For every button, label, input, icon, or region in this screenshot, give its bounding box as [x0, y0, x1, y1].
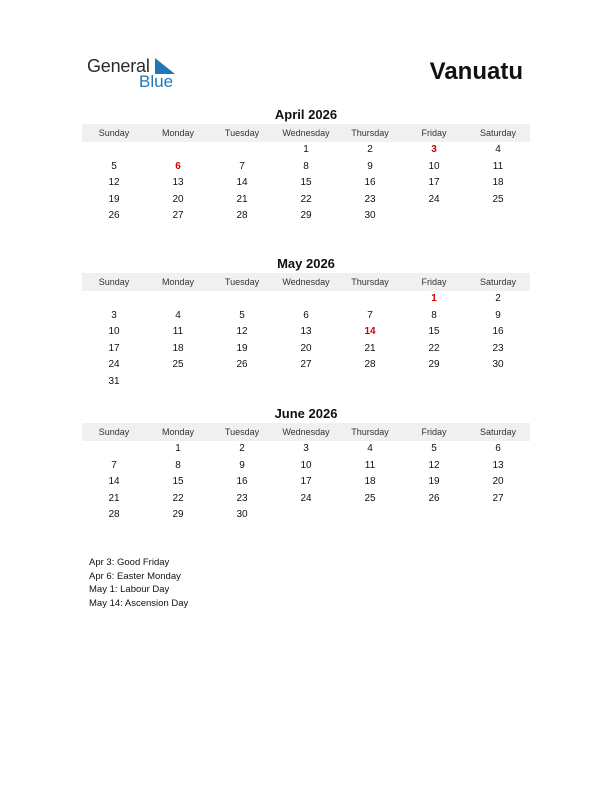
empty-date-cell: [402, 507, 466, 524]
weekday-header: Wednesday: [282, 427, 330, 437]
weekday-header: Monday: [161, 427, 195, 437]
date-cell: 20: [172, 193, 184, 205]
generalblue-logo: [87, 56, 187, 92]
date-cell: 21: [108, 492, 120, 504]
date-cell: 15: [428, 326, 440, 338]
date-cell: 8: [175, 459, 181, 471]
date-cell: 1: [175, 443, 181, 454]
date-cell: 15: [300, 177, 312, 189]
date-cell: 12: [428, 459, 440, 471]
empty-date-cell: [82, 142, 146, 159]
empty-date-cell: [210, 374, 274, 391]
month-june: [82, 405, 530, 524]
date-cell: 19: [108, 193, 120, 205]
date-cell: 25: [364, 492, 376, 504]
date-cell: 27: [172, 210, 184, 222]
empty-date-cell: [466, 374, 530, 391]
date-cell: 14: [236, 177, 248, 189]
holiday-entry: Apr 3: Good Friday: [89, 557, 170, 568]
date-cell: 21: [236, 193, 248, 205]
date-cell: 7: [239, 160, 245, 172]
month-may: [82, 255, 530, 391]
empty-date-cell: [210, 291, 274, 308]
holiday-entry: May 1: Labour Day: [89, 584, 170, 596]
date-cell: 4: [367, 443, 373, 454]
date-cell: 7: [367, 309, 373, 321]
date-cell: 26: [108, 210, 120, 222]
date-cell: 28: [108, 509, 120, 521]
date-cell: 2: [239, 443, 245, 454]
date-cell: 30: [492, 359, 504, 371]
date-cell: 24: [108, 359, 120, 371]
date-cell: 10: [300, 459, 312, 471]
empty-date-cell: [338, 374, 402, 391]
date-cell: 11: [364, 459, 376, 471]
month-title: June 2026: [274, 406, 338, 421]
date-cell: 16: [364, 177, 376, 189]
empty-date-cell: [82, 441, 146, 458]
logo-word-blue: Blue: [139, 72, 174, 91]
date-cell: 31: [108, 375, 120, 387]
weekday-header: Tuesday: [224, 277, 260, 287]
date-cell: 12: [236, 326, 248, 338]
date-cell: 8: [431, 309, 437, 321]
date-cell: 13: [172, 177, 184, 189]
empty-date-cell: [338, 507, 402, 524]
date-cell: 11: [492, 160, 504, 172]
date-cell: 20: [300, 342, 312, 354]
date-cell: 24: [428, 193, 440, 205]
date-cell: 19: [236, 342, 248, 354]
date-cell: 23: [236, 492, 248, 504]
empty-date-cell: [402, 208, 466, 225]
date-cell: 14: [108, 476, 120, 488]
date-cell: 13: [300, 326, 312, 338]
holiday-date-cell: 6: [175, 160, 181, 172]
empty-date-cell: [274, 291, 338, 308]
empty-date-cell: [466, 208, 530, 225]
week-row: [82, 357, 530, 374]
weekday-header: Saturday: [479, 128, 517, 138]
date-cell: 5: [431, 443, 437, 454]
weekday-header: Sunday: [98, 427, 130, 437]
week-row: [82, 192, 530, 209]
logo-word-general: General: [87, 56, 150, 76]
week-row: [82, 341, 530, 358]
empty-date-cell: [146, 291, 210, 308]
date-cell: 11: [172, 326, 184, 338]
date-cell: 22: [300, 193, 312, 205]
date-cell: 4: [175, 309, 181, 321]
date-cell: 16: [236, 476, 248, 488]
holiday-date-cell: 3: [431, 144, 437, 155]
empty-date-cell: [466, 507, 530, 524]
date-cell: 20: [492, 476, 504, 488]
weekday-header: Thursday: [351, 277, 389, 287]
date-cell: 16: [492, 326, 504, 338]
weekday-header: Saturday: [479, 277, 517, 287]
country-title: Vanuatu: [429, 58, 523, 85]
date-cell: 6: [495, 443, 501, 454]
date-cell: 9: [239, 459, 245, 471]
weekday-header: Friday: [421, 427, 447, 437]
date-cell: 18: [492, 177, 504, 189]
date-cell: 3: [111, 309, 117, 321]
week-row: [82, 324, 530, 341]
weekday-header: Thursday: [351, 128, 389, 138]
date-cell: 7: [111, 459, 117, 471]
empty-date-cell: [146, 142, 210, 159]
holiday-date-cell: 1: [431, 293, 437, 304]
date-cell: 17: [108, 342, 120, 354]
empty-date-cell: [146, 374, 210, 391]
date-cell: 19: [428, 476, 440, 488]
holiday-entry: May 14: Ascension Day: [89, 597, 189, 609]
week-row: [82, 142, 530, 159]
date-cell: 26: [236, 359, 248, 371]
empty-date-cell: [210, 142, 274, 159]
date-cell: 18: [364, 476, 376, 488]
date-cell: 22: [172, 492, 184, 504]
date-cell: 25: [492, 193, 504, 205]
week-row: [82, 175, 530, 192]
month-title: April 2026: [274, 107, 338, 122]
date-cell: 4: [495, 144, 501, 155]
weekday-header: Wednesday: [282, 277, 330, 287]
date-cell: 29: [300, 210, 312, 222]
weekday-header: Tuesday: [224, 427, 260, 437]
date-cell: 17: [428, 177, 440, 189]
date-cell: 27: [300, 359, 312, 371]
date-cell: 10: [428, 160, 440, 172]
week-row: [82, 458, 530, 475]
week-row: [82, 441, 530, 458]
date-cell: 23: [364, 193, 376, 205]
weekday-header: Monday: [161, 277, 195, 287]
date-cell: 28: [364, 359, 376, 371]
empty-date-cell: [402, 374, 466, 391]
date-cell: 1: [303, 144, 309, 155]
week-row: [82, 491, 530, 508]
weekday-header-row: [82, 273, 530, 291]
week-row: [82, 474, 530, 491]
date-cell: 15: [172, 476, 184, 488]
date-cell: 30: [364, 210, 376, 222]
date-cell: 26: [428, 492, 440, 504]
weekday-header: Tuesday: [224, 128, 260, 138]
weekday-header: Thursday: [351, 427, 389, 437]
week-row: [82, 291, 530, 308]
date-cell: 5: [239, 309, 245, 321]
empty-date-cell: [338, 291, 402, 308]
date-cell: 5: [111, 160, 117, 172]
date-cell: 6: [303, 309, 309, 321]
date-cell: 18: [172, 342, 184, 354]
month-title: May 2026: [277, 256, 335, 271]
week-row: [82, 507, 530, 524]
week-row: [82, 159, 530, 176]
empty-date-cell: [274, 507, 338, 524]
date-cell: 25: [172, 359, 184, 371]
date-cell: 27: [492, 492, 504, 504]
weekday-header: Sunday: [98, 277, 130, 287]
weekday-header: Wednesday: [282, 128, 330, 138]
date-cell: 12: [108, 177, 120, 189]
date-cell: 10: [108, 326, 120, 338]
week-row: [82, 308, 530, 325]
weekday-header: Friday: [421, 277, 447, 287]
date-cell: 29: [428, 359, 440, 371]
weekday-header-row: [82, 423, 530, 441]
week-row: [82, 208, 530, 225]
date-cell: 23: [492, 342, 504, 354]
weekday-header: Saturday: [479, 427, 517, 437]
week-row: [82, 374, 530, 391]
date-cell: 21: [364, 342, 376, 354]
weekday-header: Monday: [161, 128, 195, 138]
date-cell: 9: [367, 160, 373, 172]
date-cell: 13: [492, 459, 504, 471]
empty-date-cell: [274, 374, 338, 391]
date-cell: 29: [172, 509, 184, 521]
date-cell: 9: [495, 309, 501, 321]
holiday-date-cell: 14: [364, 326, 376, 338]
weekday-header: Sunday: [98, 128, 130, 138]
date-cell: 2: [367, 144, 373, 155]
holiday-entry: Apr 6: Easter Monday: [89, 570, 181, 582]
date-cell: 3: [303, 443, 309, 454]
date-cell: 22: [428, 342, 440, 354]
date-cell: 30: [236, 509, 248, 521]
weekday-header: Friday: [421, 128, 447, 138]
date-cell: 8: [303, 160, 309, 172]
date-cell: 17: [300, 476, 312, 488]
date-cell: 24: [300, 492, 312, 504]
empty-date-cell: [82, 291, 146, 308]
holiday-list: [89, 556, 188, 610]
weekday-header-row: [82, 124, 530, 142]
month-april: [82, 106, 530, 225]
date-cell: 28: [236, 210, 248, 222]
date-cell: 2: [495, 293, 501, 304]
